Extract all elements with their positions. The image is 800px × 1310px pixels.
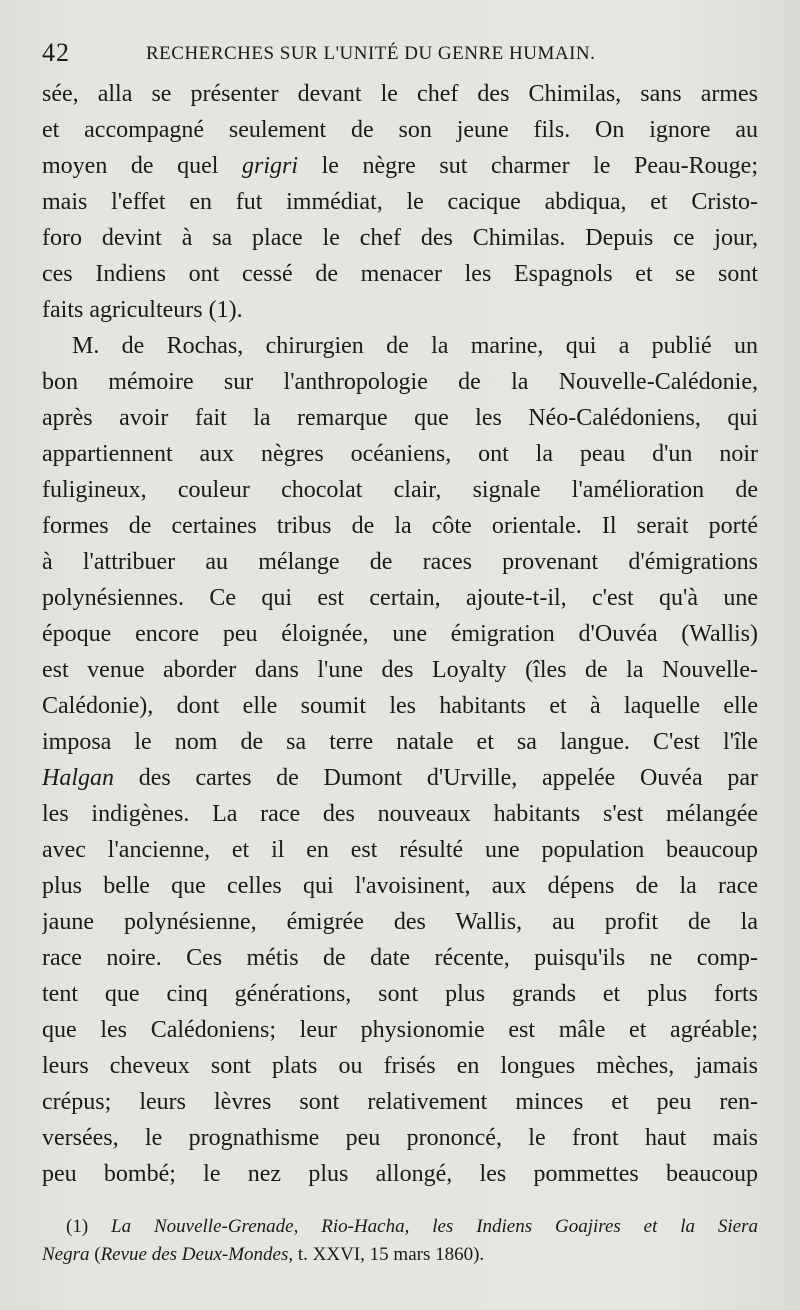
text-line: époque encore peu éloignée, une émigration d'Ouvéa (Wallis) bbox=[42, 621, 758, 647]
text-line: race noire. Ces métis de date récente, puisqu'ils ne comp- bbox=[42, 945, 758, 971]
text-line: Calédonie), dont elle soumit les habitants et à laquelle elle bbox=[42, 693, 758, 719]
text-line: plus belle que celles qui l'avoisinent, aux dépens de la race bbox=[42, 873, 758, 899]
italic-place-name: Halgan bbox=[42, 765, 114, 791]
text-line: après avoir fait la remarque que les Néo-Calédoniens, qui bbox=[42, 405, 758, 431]
text-line: imposa le nom de sa terre natale et sa langue. C'est l'île bbox=[42, 729, 758, 755]
page-header bbox=[42, 38, 758, 68]
text-line: avec l'ancienne, et il en est résulté une population beaucoup bbox=[42, 837, 758, 863]
body-text bbox=[42, 76, 758, 1192]
footnote-source: Revue des Deux-Mondes, bbox=[100, 1244, 294, 1265]
text-line: formes de certaines tribus de la côte orientale. Il serait porté bbox=[42, 513, 758, 539]
text-line: tent que cinq générations, sont plus grands et plus forts bbox=[42, 981, 758, 1007]
footnote-line bbox=[42, 1213, 758, 1241]
text-line: et accompagné seulement de son jeune fils. On ignore au bbox=[42, 117, 758, 143]
text-line: faits agriculteurs (1). bbox=[42, 297, 243, 323]
text-line: ces Indiens ont cessé de menacer les Espagnols et se sont bbox=[42, 261, 758, 287]
text-line: leurs cheveux sont plats ou frisés en longues mèches, jamais bbox=[42, 1053, 758, 1079]
text-line: polynésiennes. Ce qui est certain, ajoute-t-il, c'est qu'à une bbox=[42, 585, 758, 611]
text-line: que les Calédoniens; leur physionomie est mâle et agréable; bbox=[42, 1017, 758, 1043]
text-line: jaune polynésienne, émigrée des Wallis, au profit de la bbox=[42, 909, 758, 935]
text-line: les indigènes. La race des nouveaux habitants s'est mélangée bbox=[42, 801, 758, 827]
text-line: sée, alla se présenter devant le chef des Chimilas, sans armes bbox=[42, 81, 758, 107]
text-line-paragraph-start: M. de Rochas, chirurgien de la marine, qui a publié un bbox=[72, 333, 758, 359]
text-line: foro devint à sa place le chef des Chimilas. Depuis ce jour, bbox=[42, 225, 758, 251]
text-line: peu bombé; le nez plus allongé, les pommettes beaucoup bbox=[42, 1161, 758, 1187]
text-line: mais l'effet en fut immédiat, le cacique abdiqua, et Cristo- bbox=[42, 189, 758, 215]
text-line: à l'attribuer au mélange de races provenant d'émigrations bbox=[42, 549, 758, 575]
page-number: 42 bbox=[42, 38, 70, 67]
footnote-marker: (1) bbox=[66, 1216, 89, 1237]
italic-term: grigri bbox=[242, 153, 299, 179]
text-line: bon mémoire sur l'anthropologie de la Nouvelle-Calédonie, bbox=[42, 369, 758, 395]
footnote bbox=[42, 1213, 758, 1269]
text-line: fuligineux, couleur chocolat clair, signale l'amélioration de bbox=[42, 477, 758, 503]
text-line: crépus; leurs lèvres sont relativement minces et peu ren- bbox=[42, 1089, 758, 1115]
footnote-line: Negra (Revue des Deux-Mondes, t. XXVI, 15 mars 1860). bbox=[42, 1244, 485, 1265]
text-line: est venue aborder dans l'une des Loyalty (îles de la Nouvelle- bbox=[42, 657, 758, 683]
text-line: versées, le prognathisme peu prononcé, le front haut mais bbox=[42, 1125, 758, 1151]
text-line: Halgan des cartes de Dumont d'Urville, appelée Ouvéa par bbox=[42, 765, 758, 791]
running-head: RECHERCHES SUR L'UNITÉ DU GENRE HUMAIN. bbox=[146, 43, 596, 64]
text-line: moyen de quel grigri le nègre sut charmer le Peau-Rouge; bbox=[42, 153, 758, 179]
footnote-title: La Nouvelle-Grenade, Rio-Hacha, les Indiens Goajires et la Siera bbox=[111, 1216, 758, 1237]
text-line: appartiennent aux nègres océaniens, ont la peau d'un noir bbox=[42, 441, 758, 467]
